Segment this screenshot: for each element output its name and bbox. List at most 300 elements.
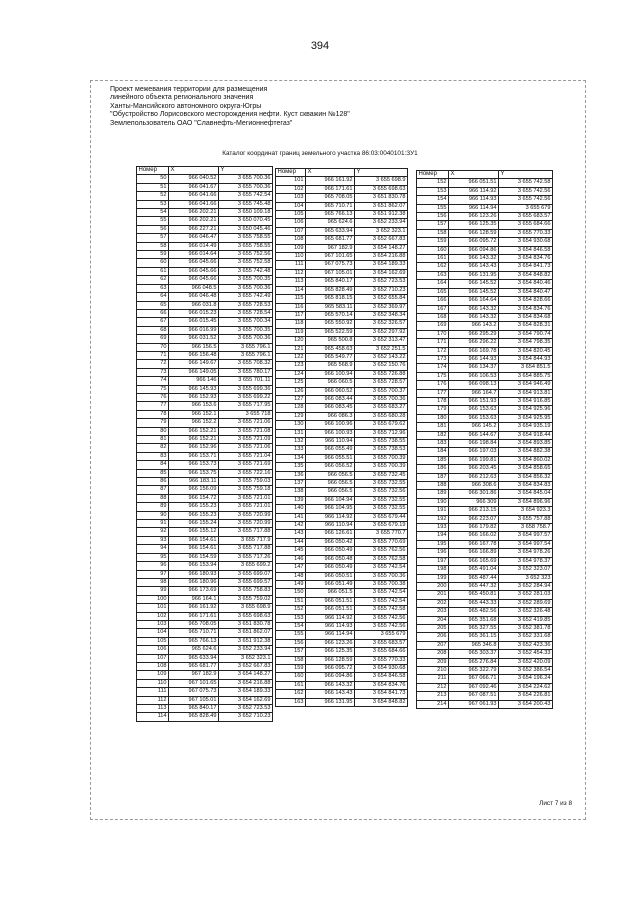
table-row [137, 486, 273, 494]
coord-x: 966 125.35 [306, 648, 355, 656]
coord-y: 3 655 758.83 [219, 587, 273, 595]
coord-x: 966 309 [449, 498, 499, 506]
point-number: 127 [276, 395, 306, 403]
table-row [276, 362, 408, 370]
coord-x: 966 153.73 [169, 461, 219, 469]
coord-y: 3 655 700.39 [355, 454, 408, 462]
coord-y: 3 655 721.09 [219, 436, 273, 444]
point-number: 107 [137, 654, 169, 662]
table-row [276, 412, 408, 420]
coord-x: 966 143.32 [306, 681, 355, 689]
coord-x: 966 180.96 [169, 578, 219, 586]
catalog-title: Каталог координат границ земельного участка 86:03:0040101:ЗУ1 [222, 150, 418, 157]
coord-y: 3 655 742.48 [219, 267, 273, 275]
table-row [417, 271, 553, 279]
table-row [276, 345, 408, 353]
coord-y: 3 655 700.37 [355, 387, 408, 395]
coord-x: 966 114.93 [449, 196, 499, 204]
coord-y: 3 655 700.39 [355, 463, 408, 471]
point-number: 157 [276, 648, 306, 656]
point-number: 107 [276, 227, 306, 235]
coord-x: 966 055.49 [306, 446, 355, 454]
point-number: 130 [276, 421, 306, 429]
coord-x: 966 046.48 [169, 293, 219, 301]
table-row [137, 620, 273, 628]
point-number: 154 [417, 196, 449, 204]
coord-x: 966 095.72 [306, 664, 355, 672]
table-row [417, 339, 553, 347]
point-number: 113 [137, 705, 169, 713]
coord-y: 3 652 251.5 [355, 345, 408, 353]
point-number: 99 [137, 587, 169, 595]
table-row [276, 564, 408, 572]
coord-x: 965 681.77 [306, 236, 355, 244]
point-number: 182 [417, 431, 449, 439]
col-header-number: Номер [137, 167, 169, 175]
coord-x: 966 227.21 [169, 225, 219, 233]
point-number: 158 [417, 229, 449, 237]
coord-y: 3 655 699.2 [219, 562, 273, 570]
coord-x: 966 106.53 [449, 372, 499, 380]
table-header-row [417, 171, 553, 179]
coord-x: 967 105.01 [306, 269, 355, 277]
coord-y: 3 654 841.73 [355, 690, 408, 698]
coord-y: 3 650 045.46 [219, 225, 273, 233]
coord-y: 3 651 912.38 [355, 211, 408, 219]
coord-x: 966 301.86 [449, 490, 499, 498]
table-row [137, 713, 273, 721]
coord-x: 966 143.2 [449, 322, 499, 330]
point-number: 82 [137, 444, 169, 452]
table-row [276, 185, 408, 193]
coord-y: 3 654 840.46 [499, 280, 553, 288]
point-number: 125 [276, 379, 306, 387]
coord-y: 3 655 752.58 [219, 259, 273, 267]
point-number: 106 [276, 219, 306, 227]
coord-y: 3 654 798.35 [499, 339, 553, 347]
coord-y: 3 652 369.97 [355, 303, 408, 311]
coord-y: 3 652 710.23 [355, 286, 408, 294]
point-number: 167 [417, 305, 449, 313]
table-row [276, 219, 408, 227]
coord-y: 3 655 762.56 [355, 547, 408, 555]
coord-y: 3 655 699.22 [219, 393, 273, 401]
table-row [137, 528, 273, 536]
point-number: 195 [417, 540, 449, 548]
coord-x: 966 131.95 [449, 271, 499, 279]
point-number: 164 [417, 280, 449, 288]
coord-y: 3 655 742.54 [355, 589, 408, 597]
point-number: 160 [276, 673, 306, 681]
coord-y: 3 652 723.53 [219, 705, 273, 713]
coord-y: 3 655 732.56 [355, 488, 408, 496]
coord-x: 966 126.61 [306, 530, 355, 538]
table-row [137, 511, 273, 519]
coord-x: 966 156.5 [169, 343, 219, 351]
point-number: 59 [137, 251, 169, 259]
coord-x: 965 568.9 [306, 362, 355, 370]
coord-x: 966 152.93 [169, 393, 219, 401]
coord-x: 965 624.6 [169, 646, 219, 654]
point-number: 110 [276, 253, 306, 261]
coord-x: 966 212.63 [449, 473, 499, 481]
coord-y: 3 655 728.53 [219, 301, 273, 309]
table-row [137, 637, 273, 645]
coord-x: 966 164.64 [449, 297, 499, 305]
coord-y: 3 654 834.76 [499, 255, 553, 263]
coord-x: 967 075.73 [306, 261, 355, 269]
table-row [417, 381, 553, 389]
point-number: 161 [417, 255, 449, 263]
coord-x: 966 095.72 [449, 238, 499, 246]
table-row [417, 608, 553, 616]
point-number: 56 [137, 225, 169, 233]
coord-x: 966 114.92 [306, 614, 355, 622]
coord-x: 966 100.96 [306, 421, 355, 429]
coord-y: 3 652 710.23 [219, 713, 273, 721]
col-header-number: Номер [276, 169, 306, 177]
point-number: 190 [417, 498, 449, 506]
table-row [137, 318, 273, 326]
coord-y: 3 654 925.95 [499, 414, 553, 422]
point-number: 58 [137, 242, 169, 250]
table-row [417, 591, 553, 599]
coord-x: 965 450.81 [449, 591, 499, 599]
table-row [276, 572, 408, 580]
coord-x: 966 202.21 [169, 217, 219, 225]
point-number: 175 [417, 372, 449, 380]
coord-x: 965 633.94 [306, 227, 355, 235]
point-number: 64 [137, 293, 169, 301]
table-row [276, 269, 408, 277]
point-number: 123 [276, 362, 306, 370]
coord-y: 3 652 323 [499, 574, 553, 582]
coord-x: 966 015.45 [169, 318, 219, 326]
point-number: 54 [137, 209, 169, 217]
table-row [417, 473, 553, 481]
coord-y: 3 654 189.33 [355, 261, 408, 269]
coord-y: 3 655 700.36 [219, 183, 273, 191]
coord-x: 966 031.52 [169, 335, 219, 343]
coord-y: 3 654 916.85 [499, 397, 553, 405]
point-number: 163 [276, 698, 306, 706]
coord-y: 3 655 717.88 [219, 545, 273, 553]
point-number: 206 [417, 633, 449, 641]
table-row [137, 536, 273, 544]
point-number: 110 [137, 679, 169, 687]
table-row [276, 471, 408, 479]
coord-x: 966 155.24 [169, 520, 219, 528]
table-row [417, 532, 553, 540]
coord-x: 966 123.26 [306, 639, 355, 647]
coord-y: 3 654 226.81 [499, 692, 553, 700]
point-number: 124 [276, 370, 306, 378]
coord-x: 966 223.07 [449, 515, 499, 523]
coord-x: 966 050.49 [306, 547, 355, 555]
coord-x: 966 031.8 [169, 301, 219, 309]
point-number: 159 [276, 664, 306, 672]
coord-x: 966 197.03 [449, 448, 499, 456]
coord-y: 3 655 683.27 [355, 404, 408, 412]
table-row [417, 650, 553, 658]
table-row [137, 192, 273, 200]
point-number: 158 [276, 656, 306, 664]
coord-x: 965 346.8 [449, 641, 499, 649]
point-number: 157 [417, 221, 449, 229]
coord-y: 3 655 770.33 [499, 229, 553, 237]
point-number: 61 [137, 267, 169, 275]
coord-y: 3 655 701.11 [219, 377, 273, 385]
coord-x: 965 276.84 [449, 658, 499, 666]
sheet-footer: Лист 7 из 8 [539, 800, 572, 807]
point-number: 117 [276, 311, 306, 319]
table-row [137, 662, 273, 670]
coord-y: 3 654 148.27 [219, 671, 273, 679]
coord-y: 3 654 896.96 [499, 498, 553, 506]
coord-x: 965 818.15 [306, 295, 355, 303]
point-number: 161 [276, 681, 306, 689]
coord-y: 3 654 893.85 [499, 440, 553, 448]
table-row [417, 330, 553, 338]
coord-y: 3 655 742.58 [355, 606, 408, 614]
table-row [137, 545, 273, 553]
coord-y: 3 654 196.24 [499, 675, 553, 683]
coord-y: 3 654 834.68 [499, 313, 553, 321]
coord-x: 965 828.49 [306, 286, 355, 294]
table-row [137, 393, 273, 401]
coord-x: 966 169.78 [449, 347, 499, 355]
coord-x: 966 041.67 [169, 183, 219, 191]
coord-y: 3 655 698.63 [219, 612, 273, 620]
table-row [276, 379, 408, 387]
point-number: 90 [137, 511, 169, 519]
coord-x: 966 056.5 [306, 480, 355, 488]
point-number: 129 [276, 412, 306, 420]
point-number: 63 [137, 284, 169, 292]
coord-y: 3 652 419.85 [499, 616, 553, 624]
coord-x: 966 153.6 [169, 402, 219, 410]
point-number: 198 [417, 566, 449, 574]
table-row [276, 244, 408, 252]
point-number: 102 [137, 612, 169, 620]
col-header-y: Y [219, 167, 273, 175]
coord-y: 3 655 684.66 [355, 648, 408, 656]
point-number: 109 [276, 244, 306, 252]
table-row [276, 698, 408, 706]
point-number: 168 [417, 313, 449, 321]
coord-x: 965 708.05 [306, 194, 355, 202]
coord-x: 966 179.82 [449, 524, 499, 532]
point-number: 81 [137, 436, 169, 444]
point-number: 173 [417, 355, 449, 363]
point-number: 84 [137, 461, 169, 469]
coord-x: 965 351.68 [449, 616, 499, 624]
table-row [276, 530, 408, 538]
coord-y: 3 655 718 [219, 410, 273, 418]
coord-y: 3 655 700.36 [219, 175, 273, 183]
table-row [137, 276, 273, 284]
table-row [137, 309, 273, 317]
point-number: 105 [137, 637, 169, 645]
point-number: 70 [137, 343, 169, 351]
coord-x: 966 149.67 [169, 360, 219, 368]
coord-y: 3 655 742.54 [355, 564, 408, 572]
coord-y: 3 654 828.31 [499, 322, 553, 330]
point-number: 55 [137, 217, 169, 225]
point-number: 213 [417, 692, 449, 700]
table-row [137, 612, 273, 620]
coord-y: 3 654 224.62 [499, 683, 553, 691]
table-row [137, 587, 273, 595]
table-row [417, 574, 553, 582]
point-number: 169 [417, 322, 449, 330]
coord-y: 3 655 742.56 [499, 187, 553, 195]
coord-y: 3 651 830.78 [219, 620, 273, 628]
table-row [137, 461, 273, 469]
coord-y: 3 652 323.1 [219, 654, 273, 662]
table-row [276, 522, 408, 530]
coord-y: 3 655 721.69 [219, 461, 273, 469]
table-row [137, 562, 273, 570]
coord-y: 3 652 326.48 [499, 608, 553, 616]
coord-x: 965 840.17 [306, 278, 355, 286]
coord-x: 965 361.15 [449, 633, 499, 641]
coord-x: 966 308.6 [449, 482, 499, 490]
coord-x: 966 051.49 [306, 580, 355, 588]
coordinates-table-2 [275, 168, 408, 707]
table-row [276, 513, 408, 521]
coord-x: 966 083.45 [306, 404, 355, 412]
point-number: 111 [137, 688, 169, 696]
coord-y: 3 654 923.3 [499, 507, 553, 515]
coord-y: 3 654 925.96 [499, 406, 553, 414]
point-number: 183 [417, 440, 449, 448]
coord-x: 965 624.6 [306, 219, 355, 227]
table-row [276, 555, 408, 563]
table-row [276, 370, 408, 378]
coord-y: 3 652 386.54 [499, 666, 553, 674]
point-number: 122 [276, 353, 306, 361]
coord-y: 3 655 721.01 [219, 503, 273, 511]
table-row [417, 213, 553, 221]
table-row [137, 410, 273, 418]
point-number: 143 [276, 530, 306, 538]
table-row [417, 397, 553, 405]
table-row [137, 242, 273, 250]
coord-x: 966 128.59 [306, 656, 355, 664]
table-row [137, 183, 273, 191]
table-row [137, 705, 273, 713]
table-row [137, 284, 273, 292]
table-row [417, 364, 553, 372]
point-number: 193 [417, 524, 449, 532]
coord-y: 3 655 722.16 [219, 469, 273, 477]
coord-y: 3 652 655.84 [355, 295, 408, 303]
coord-x: 965 828.49 [169, 713, 219, 721]
point-number: 214 [417, 700, 449, 708]
table-row [417, 566, 553, 574]
point-number: 114 [137, 713, 169, 721]
coord-y: 3 655 708.32 [219, 360, 273, 368]
coord-y: 3 654 935.19 [499, 423, 553, 431]
coord-x: 966 056.52 [306, 463, 355, 471]
coord-x: 965 708.05 [169, 620, 219, 628]
point-number: 180 [417, 414, 449, 422]
coord-x: 967 182.9 [306, 244, 355, 252]
coord-x: 966 145.2 [449, 423, 499, 431]
coord-y: 3 654 997.57 [499, 532, 553, 540]
coord-y: 3 654 845.04 [499, 490, 553, 498]
page-number: 394 [310, 40, 330, 52]
point-number: 170 [417, 330, 449, 338]
coord-y: 3 654 846.58 [355, 673, 408, 681]
coord-y: 3 655 738.55 [355, 438, 408, 446]
coord-x: 966 153.75 [169, 469, 219, 477]
point-number: 208 [417, 650, 449, 658]
coord-x: 966 164.1 [169, 595, 219, 603]
point-number: 137 [276, 480, 306, 488]
coord-x: 966 143.32 [449, 313, 499, 321]
coord-x: 966 046.47 [169, 234, 219, 242]
coord-x: 966 051.51 [306, 597, 355, 605]
coord-y: 3 652 289.69 [499, 599, 553, 607]
coord-x: 966 143.43 [306, 690, 355, 698]
table-row [137, 326, 273, 334]
coord-y: 3 654 978.26 [499, 549, 553, 557]
coord-y: 3 655 759.18 [219, 486, 273, 494]
point-number: 96 [137, 562, 169, 570]
coord-y: 3 654 216.88 [219, 679, 273, 687]
coord-y: 3 654 848.82 [355, 698, 408, 706]
coord-y: 3 655 759.03 [219, 478, 273, 486]
coord-x: 965 550.92 [306, 320, 355, 328]
point-number: 203 [417, 608, 449, 616]
coord-y: 3 655 700.36 [355, 395, 408, 403]
table-row [417, 406, 553, 414]
coord-x: 966 166.89 [449, 549, 499, 557]
point-number: 192 [417, 515, 449, 523]
point-number: 138 [276, 488, 306, 496]
coord-x: 966 041.66 [169, 192, 219, 200]
table-row [417, 498, 553, 506]
table-row [276, 631, 408, 639]
table-row [417, 440, 553, 448]
table-row [276, 429, 408, 437]
coord-y: 3 655 721.06 [219, 444, 273, 452]
coord-y: 3 655 699.57 [219, 578, 273, 586]
coord-x: 966 094.86 [306, 673, 355, 681]
coord-x: 966 051.51 [306, 606, 355, 614]
table-header-row [137, 167, 273, 175]
point-number: 132 [276, 438, 306, 446]
table-row [417, 692, 553, 700]
table-row [276, 253, 408, 261]
coord-y: 3 655 770.33 [355, 656, 408, 664]
point-number: 200 [417, 582, 449, 590]
coord-x: 966 016.99 [169, 326, 219, 334]
table-row [417, 255, 553, 263]
coord-x: 966 146 [169, 377, 219, 385]
table-row [137, 478, 273, 486]
table-row [417, 624, 553, 632]
document-header [110, 86, 350, 128]
coord-y: 3 655 700.36 [219, 335, 273, 343]
coord-x: 966 143.43 [449, 263, 499, 271]
coord-x: 965 303.37 [449, 650, 499, 658]
table-row [276, 538, 408, 546]
coord-y: 3 655 726.88 [355, 370, 408, 378]
point-number: 146 [276, 555, 306, 563]
